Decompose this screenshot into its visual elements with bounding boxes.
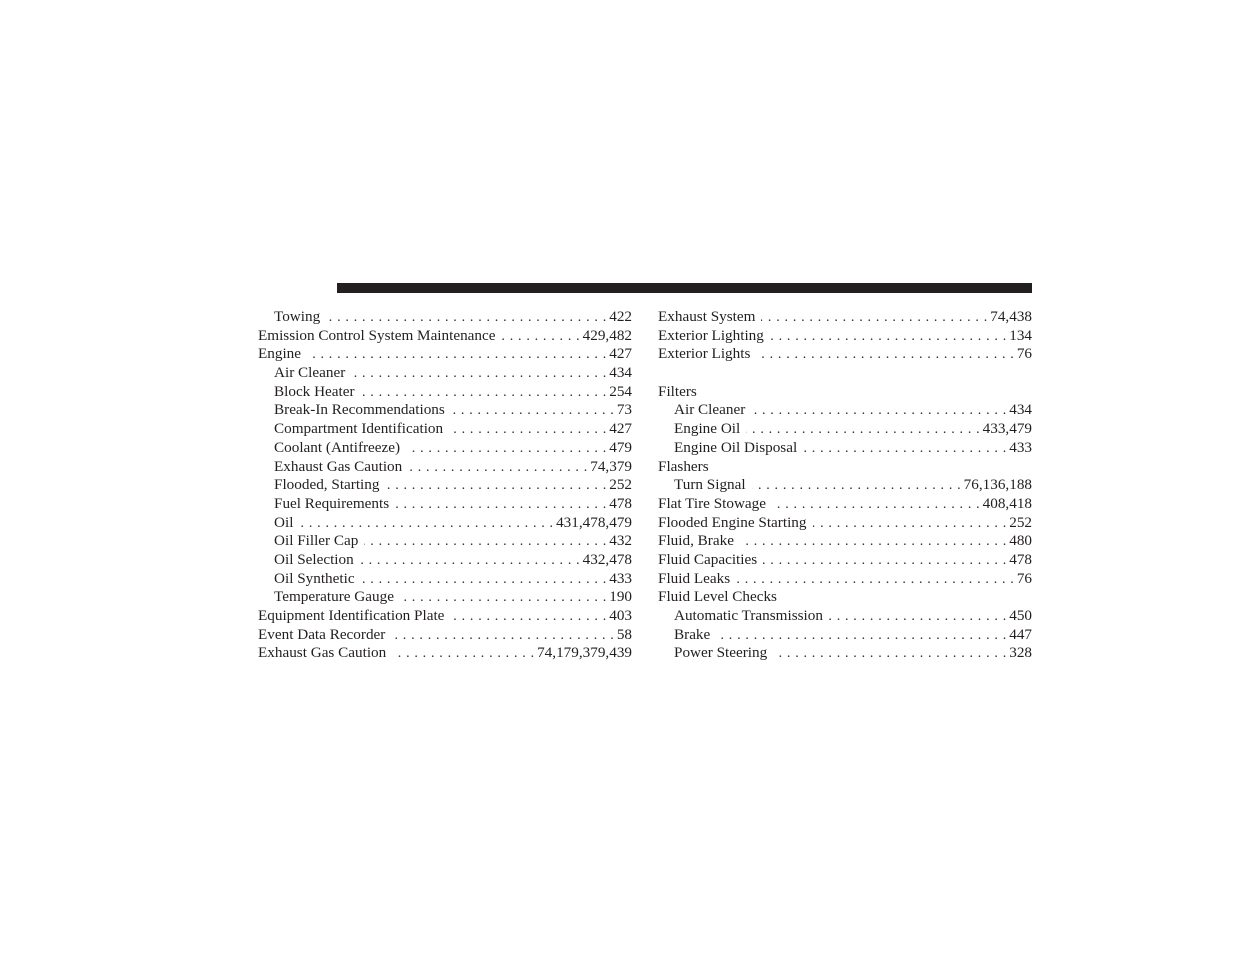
index-entry: [258, 439, 632, 458]
index-entry: [658, 495, 1032, 514]
index-entry-page: 73: [616, 401, 632, 419]
index-entry-label: Temperature Gauge: [274, 588, 394, 606]
index-entry-page: 408,418: [982, 494, 1032, 512]
index-entry-page: 432,478: [582, 550, 632, 568]
index-entry-page: 252: [609, 476, 632, 494]
index-entry: [658, 458, 1032, 477]
index-entry-label: Emission Control System Maintenance: [258, 326, 496, 344]
leader-dots: [756, 346, 1013, 365]
index-entry-page: 74,438: [990, 308, 1032, 325]
index-entry-page: 58: [616, 625, 632, 643]
index-entry-label: Exhaust Gas Caution: [274, 457, 403, 475]
leader-dots: [307, 346, 606, 365]
index-entry: [258, 514, 632, 533]
index-entry: [658, 401, 1032, 420]
leader-dots: [752, 477, 961, 496]
index-entry-label: Engine Oil Disposal: [674, 438, 798, 456]
index-entry-label: Flooded Engine Starting: [658, 513, 807, 531]
index-entry: [658, 514, 1032, 533]
index-entry: [658, 327, 1032, 346]
index-entry: [258, 345, 632, 364]
index-entry-label: Fluid Capacities: [658, 550, 758, 568]
index-entry: [658, 626, 1032, 645]
index-entry-label: Fluid, Brake: [658, 532, 734, 550]
index-entry-page: 434: [609, 364, 632, 382]
leader-dots: [449, 421, 606, 440]
index-entry-label: Engine Oil: [674, 420, 741, 438]
index-entry-page: 432: [609, 532, 632, 550]
leader-dots: [451, 402, 614, 421]
leader-dots: [772, 496, 980, 515]
index-entry-label: Fluid Leaks: [658, 569, 731, 587]
index-entry-label: Oil Synthetic: [274, 569, 355, 587]
index-entry-page: 447: [1009, 625, 1032, 643]
index-entry: [258, 551, 632, 570]
index-entry-label: Power Steering: [674, 644, 768, 662]
index-entry-page: 252: [1009, 513, 1032, 531]
index-entry-label: Fluid Level Checks: [658, 588, 777, 606]
leader-dots: [361, 571, 607, 590]
leader-dots: [450, 608, 606, 627]
index-entry: [258, 458, 632, 477]
index-entry: [258, 420, 632, 439]
leader-dots: [392, 645, 534, 664]
index-entry-label: Filters: [658, 382, 697, 400]
index-entry-page: 254: [609, 382, 632, 400]
index-entry-page: 478: [609, 494, 632, 512]
index-entry: [258, 308, 632, 327]
leader-dots: [326, 309, 606, 328]
index-entry: [658, 476, 1032, 495]
leader-dots: [751, 402, 1006, 421]
index-entry-label: Oil Filler Cap: [274, 532, 359, 550]
index-entry-label: Exhaust System: [658, 308, 756, 325]
index-entry-page: 76: [1016, 569, 1032, 587]
leader-dots: [770, 328, 1006, 347]
index-entry-page: 450: [1009, 607, 1032, 624]
index-entry-label: Engine: [258, 345, 302, 363]
index-entry: [258, 588, 632, 607]
index-entry: [258, 383, 632, 402]
index-entry-label: Flashers: [658, 457, 709, 475]
index-entry-page: 427: [609, 345, 632, 363]
index-entry-label: Exterior Lighting: [658, 326, 764, 344]
index-entry: [258, 607, 632, 626]
leader-dots: [740, 533, 1006, 552]
index-entry-page: 433: [1009, 438, 1032, 456]
index-entry: [258, 364, 632, 383]
index-entry: [258, 495, 632, 514]
leader-dots: [385, 477, 606, 496]
leader-dots: [716, 627, 1006, 646]
leader-dots: [813, 515, 1007, 534]
index-entry-page: 74,379: [590, 457, 632, 475]
index-entry-page: 433,479: [982, 420, 1032, 438]
index-entry: [258, 626, 632, 645]
index-entry-page: 134: [1009, 326, 1032, 344]
index-entry-label: Oil: [274, 513, 294, 531]
index-entry-page: 434: [1009, 401, 1032, 419]
index-entry: [258, 570, 632, 589]
index-entry: [658, 532, 1032, 551]
leader-dots: [299, 515, 553, 534]
index-entry-page: 433: [609, 569, 632, 587]
index-entry-label: Flat Tire Stowage: [658, 494, 767, 512]
index-entry-label: Flooded, Starting: [274, 476, 380, 494]
index-entry-label: Turn Signal: [674, 476, 746, 494]
leader-dots: [360, 552, 580, 571]
leader-dots: [763, 552, 1006, 571]
index-entry: [258, 644, 632, 663]
index-entry-page: 478: [1009, 550, 1032, 568]
index-entry: [658, 588, 1032, 607]
index-entry-label: Exterior Lights: [658, 345, 751, 363]
index-entry-label: Air Cleaner: [274, 364, 346, 382]
index-entry-page: 403: [609, 607, 632, 624]
index-entry-label: Air Cleaner: [674, 401, 746, 419]
index-entry-label: Towing: [274, 308, 321, 325]
index-entry-label: Oil Selection: [274, 550, 354, 568]
header-rule: [337, 283, 1032, 293]
index-entry-page: 76,136,188: [963, 476, 1032, 494]
index-column-left: [258, 308, 632, 663]
index-entry: [658, 420, 1032, 439]
index-entry: [658, 308, 1032, 327]
index-entry: [658, 607, 1032, 626]
index-entry-label: Compartment Identification: [274, 420, 444, 438]
index-entry-label: Event Data Recorder: [258, 625, 386, 643]
leader-dots: [829, 608, 1006, 627]
index-entry-label: Break-In Recommendations: [274, 401, 445, 419]
leader-dots: [391, 627, 613, 646]
index-entry-page: 422: [609, 308, 632, 325]
index-entry-page: 480: [1009, 532, 1032, 550]
index-entry: [258, 327, 632, 346]
leader-dots: [395, 496, 606, 515]
index-entry-label: Exhaust Gas Caution: [258, 644, 387, 662]
index-entry-label: Brake: [674, 625, 711, 643]
index-entry: [658, 570, 1032, 589]
index-entry-page: 74,179,379,439: [537, 644, 632, 662]
index-entry: [658, 644, 1032, 663]
leader-dots: [761, 309, 987, 328]
index-entry-page: 190: [609, 588, 632, 606]
leader-dots: [361, 384, 607, 403]
leader-dots: [351, 365, 606, 384]
leader-dots: [773, 645, 1006, 664]
index-entry: [658, 364, 1032, 383]
index-entry-page: 479: [609, 438, 632, 456]
index-entry-label: Equipment Identification Plate: [258, 607, 445, 624]
index-entry-page: 431,478,479: [556, 513, 632, 531]
leader-dots: [746, 421, 979, 440]
index-entry: [658, 551, 1032, 570]
index-entry: [658, 383, 1032, 402]
index-entry-label: Coolant (Antifreeze): [274, 438, 401, 456]
index-entry: [258, 476, 632, 495]
index-entry-label: Block Heater: [274, 382, 355, 400]
index-entry-label: Fuel Requirements: [274, 494, 390, 512]
leader-dots: [400, 589, 606, 608]
index-entry-page: 328: [1009, 644, 1032, 662]
index-entry: [658, 345, 1032, 364]
index-entry: [658, 439, 1032, 458]
index-entry-page: 76: [1016, 345, 1032, 363]
index-entry-page: 427: [609, 420, 632, 438]
leader-dots: [406, 440, 606, 459]
index-entry: [258, 401, 632, 420]
leader-dots: [803, 440, 1006, 459]
index-column-right: [658, 308, 1032, 663]
index-entry: [258, 532, 632, 551]
leader-dots: [736, 571, 1014, 590]
index-entry-page: 429,482: [582, 326, 632, 344]
leader-dots: [502, 328, 580, 347]
leader-dots: [364, 533, 606, 552]
index-entry-label: Automatic Transmission: [674, 607, 823, 624]
leader-dots: [408, 459, 587, 478]
